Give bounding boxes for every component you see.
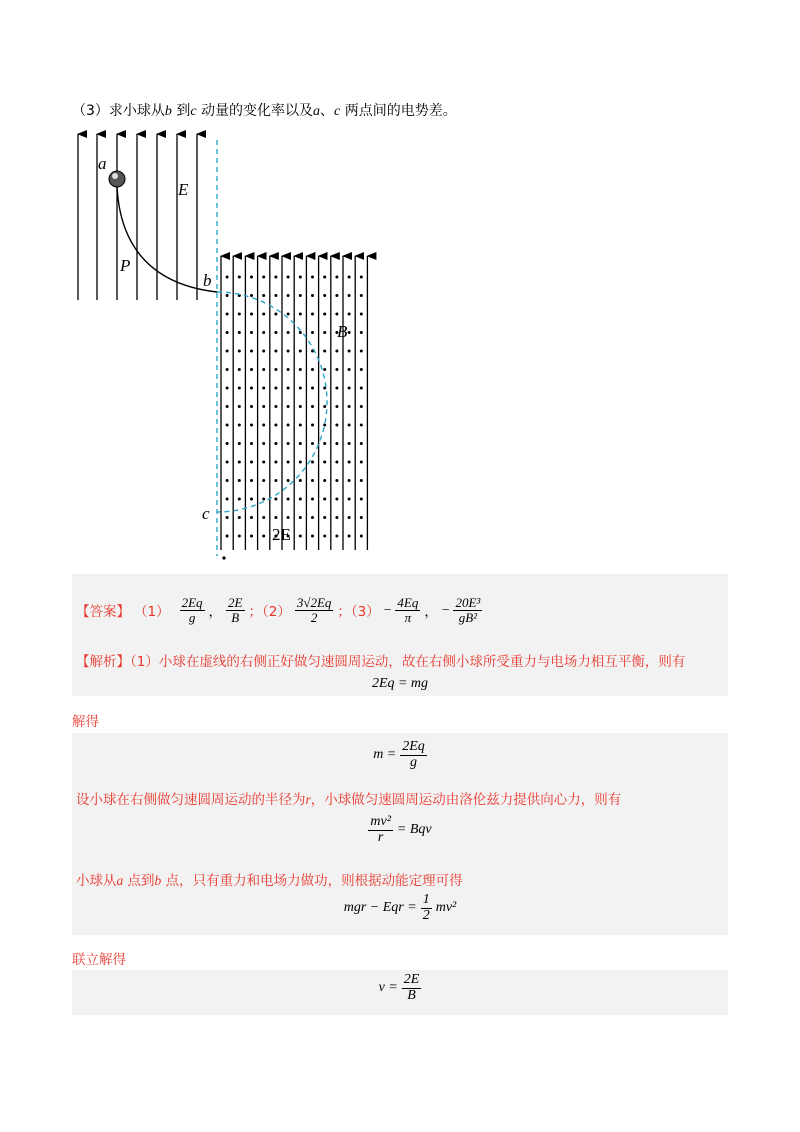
field-dot <box>250 294 253 297</box>
field-dot <box>238 368 241 371</box>
field-dot <box>262 516 265 519</box>
field-dot <box>335 516 338 519</box>
field-dot <box>287 424 290 427</box>
field-dot <box>323 331 326 334</box>
field-dot <box>360 442 363 445</box>
field-dot <box>250 424 253 427</box>
field-dot <box>226 350 229 353</box>
ball-highlight <box>112 173 118 179</box>
field-dot <box>311 387 314 390</box>
field-dot <box>299 442 302 445</box>
field-dot <box>311 424 314 427</box>
field-dot <box>238 516 241 519</box>
field-dot <box>335 313 338 316</box>
field-dot <box>323 442 326 445</box>
label-B: B <box>337 322 348 341</box>
field-dot <box>360 516 363 519</box>
field-dot <box>226 424 229 427</box>
field-dot <box>238 276 241 279</box>
field-dot <box>287 294 290 297</box>
field-dot <box>226 276 229 279</box>
field-dot <box>360 461 363 464</box>
answer-fraction-2: $\frac{2E}{B}$ <box>228 595 243 625</box>
field-dot <box>360 313 363 316</box>
field-dot <box>262 535 265 538</box>
label-P: P <box>120 256 131 275</box>
field-dot <box>238 405 241 408</box>
field-dot <box>238 313 241 316</box>
bottom-dot <box>222 556 225 559</box>
lianli-label: 联立解得 <box>72 952 126 968</box>
field-dot <box>299 350 302 353</box>
field-dot <box>348 387 351 390</box>
field-dot <box>299 313 302 316</box>
field-dot <box>348 405 351 408</box>
label-a: a <box>98 154 107 173</box>
field-dot <box>299 368 302 371</box>
field-dot <box>323 498 326 501</box>
field-dot <box>287 498 290 501</box>
field-dot <box>335 498 338 501</box>
field-dot <box>311 331 314 334</box>
field-dot <box>287 276 290 279</box>
field-dot <box>238 479 241 482</box>
equation-2: m = $\frac{2Eq}{g}$ <box>373 739 425 770</box>
question-text: （3）求小球从b 到c 动量的变化率以及a、c 两点间的电势差。 <box>72 103 457 119</box>
field-dot <box>348 498 351 501</box>
field-dot <box>299 405 302 408</box>
field-dot <box>226 313 229 316</box>
field-dot <box>299 331 302 334</box>
field-dot <box>299 387 302 390</box>
field-dot <box>226 405 229 408</box>
trajectory-curve <box>117 186 217 292</box>
analysis-line-2: 设小球在右侧做匀速圆周运动的半径为r，小球做匀速圆周运动由洛伦兹力提供向心力，则有 <box>76 792 622 808</box>
field-dot <box>323 461 326 464</box>
field-dot <box>335 294 338 297</box>
field-dot <box>360 424 363 427</box>
field-dot <box>262 331 265 334</box>
answer-fraction-5: $\frac{\text{20E³}}{\text{gB²}}$ <box>455 595 481 625</box>
field-dot <box>335 479 338 482</box>
field-dot <box>299 479 302 482</box>
field-dot <box>250 535 253 538</box>
field-dot <box>262 498 265 501</box>
field-dot <box>299 535 302 538</box>
field-dot <box>274 442 277 445</box>
field-dot <box>238 424 241 427</box>
field-dot <box>323 294 326 297</box>
field-dot <box>348 516 351 519</box>
field-dot <box>360 350 363 353</box>
field-dot <box>274 387 277 390</box>
label-b: b <box>203 271 212 290</box>
field-dot <box>311 368 314 371</box>
field-dot <box>262 276 265 279</box>
field-dot <box>335 368 338 371</box>
field-dot <box>335 442 338 445</box>
field-dot <box>311 516 314 519</box>
field-dot <box>311 479 314 482</box>
field-dot <box>262 424 265 427</box>
label-c: c <box>202 504 210 523</box>
field-dot <box>360 387 363 390</box>
field-dot <box>360 535 363 538</box>
field-dot <box>360 276 363 279</box>
field-dot <box>287 479 290 482</box>
field-dot <box>274 516 277 519</box>
field-dot <box>348 313 351 316</box>
field-dot <box>299 461 302 464</box>
field-dot <box>287 405 290 408</box>
field-dot <box>226 479 229 482</box>
field-dot <box>348 331 351 334</box>
field-dot <box>250 461 253 464</box>
field-dot <box>262 479 265 482</box>
field-dot <box>348 442 351 445</box>
field-dot <box>250 405 253 408</box>
field-dot <box>262 350 265 353</box>
field-dot <box>262 294 265 297</box>
field-dot <box>226 442 229 445</box>
label-2E: 2E <box>272 525 291 544</box>
ball <box>109 171 125 187</box>
field-dot <box>323 479 326 482</box>
field-dot <box>274 498 277 501</box>
analysis-line-3: 小球从a 点到b 点，只有重力和电场力做功，则根据动能定理可得 <box>76 873 463 889</box>
answer-fraction-1: $\frac{2Eq}{g}$ <box>181 595 203 625</box>
field-dot <box>311 442 314 445</box>
field-dot <box>250 350 253 353</box>
field-dot <box>238 442 241 445</box>
field-dot <box>323 276 326 279</box>
field-dot <box>323 424 326 427</box>
analysis-line-1: 【解析】（1）小球在虚线的右侧正好做匀速圆周运动，故在右侧小球所受重力与电场力相互平衡，则有 <box>76 654 686 670</box>
field-dot <box>335 405 338 408</box>
field-dot <box>348 424 351 427</box>
field-dot <box>335 276 338 279</box>
field-dot <box>299 424 302 427</box>
field-dot <box>250 442 253 445</box>
field-dot <box>226 368 229 371</box>
field-dot <box>360 405 363 408</box>
field-dot <box>274 368 277 371</box>
field-dot <box>250 498 253 501</box>
field-dot <box>238 535 241 538</box>
field-dot <box>287 516 290 519</box>
field-dot <box>250 516 253 519</box>
field-dot <box>335 387 338 390</box>
field-dot <box>348 479 351 482</box>
field-dot <box>262 368 265 371</box>
field-dot <box>287 461 290 464</box>
field-dot <box>274 405 277 408</box>
equation-5: v = $\frac{2E}{B}$ <box>378 972 420 1003</box>
field-dot <box>274 313 277 316</box>
field-dot <box>238 498 241 501</box>
field-dot <box>299 498 302 501</box>
field-dot <box>250 331 253 334</box>
field-dot <box>274 294 277 297</box>
field-dot <box>226 387 229 390</box>
jiede-label: 解得 <box>72 714 99 730</box>
field-dot <box>360 368 363 371</box>
field-dot <box>287 368 290 371</box>
field-dot <box>274 479 277 482</box>
field-dot <box>262 461 265 464</box>
field-dot <box>250 368 253 371</box>
field-dot <box>323 368 326 371</box>
field-dot <box>226 516 229 519</box>
field-dot <box>323 313 326 316</box>
field-dot <box>274 461 277 464</box>
equation-3: $\frac{\text{mv²}}{r}$ = Bqv <box>370 814 432 845</box>
field-dot <box>348 276 351 279</box>
field-dot <box>238 387 241 390</box>
field-dot <box>226 498 229 501</box>
field-dot <box>238 350 241 353</box>
field-dot <box>226 331 229 334</box>
field-dot <box>299 276 302 279</box>
field-dot <box>335 350 338 353</box>
field-dot <box>262 405 265 408</box>
field-dot <box>262 387 265 390</box>
left-field-lines <box>78 134 197 300</box>
right-field-lines <box>221 256 367 550</box>
field-dot <box>360 331 363 334</box>
field-dot <box>274 331 277 334</box>
field-dot <box>274 424 277 427</box>
field-dot <box>250 387 253 390</box>
field-dot <box>360 294 363 297</box>
field-dot <box>238 461 241 464</box>
field-dot <box>262 442 265 445</box>
field-dot <box>226 535 229 538</box>
field-dot <box>311 294 314 297</box>
field-dot <box>348 368 351 371</box>
field-dot <box>250 276 253 279</box>
field-dot <box>262 313 265 316</box>
field-dot <box>287 313 290 316</box>
field-dot <box>323 350 326 353</box>
field-dot <box>311 276 314 279</box>
field-dot <box>335 424 338 427</box>
field-dot <box>274 350 277 353</box>
answer-fraction-3: $\frac{3√2Eq}{2}$ <box>296 595 332 625</box>
field-dot <box>287 350 290 353</box>
field-dot <box>299 516 302 519</box>
field-dot <box>226 294 229 297</box>
answer-line: 【答案】 （1） $\frac{2Eq}{g}$ ， $\frac{2E}{B}$ ；（2） $\frac{3√2Eq}{2}$ ；（3） − $\frac{4Eq}{\pi}$ ， − $\frac{\text{20E³}}{\text{gB²}}$ <box>76 595 481 625</box>
field-dot <box>311 405 314 408</box>
field-dot <box>226 461 229 464</box>
field-dot <box>348 350 351 353</box>
field-dot <box>274 276 277 279</box>
field-dot <box>360 498 363 501</box>
field-dot <box>250 313 253 316</box>
field-dot <box>287 387 290 390</box>
field-dot <box>287 331 290 334</box>
field-dot <box>311 461 314 464</box>
equation-4: mgr − Eqr = $\frac{1}{2}$ mv² <box>343 892 457 923</box>
physics-figure <box>60 125 400 570</box>
field-dot <box>311 535 314 538</box>
field-dot <box>238 331 241 334</box>
field-dot <box>348 461 351 464</box>
field-dot <box>323 535 326 538</box>
field-dot <box>323 516 326 519</box>
answer-fraction-4: $\frac{4Eq}{\pi}$ <box>397 595 419 625</box>
field-dot <box>335 535 338 538</box>
field-dot <box>348 294 351 297</box>
field-dot <box>311 498 314 501</box>
field-dot <box>250 479 253 482</box>
field-dot <box>287 442 290 445</box>
field-dot <box>311 313 314 316</box>
field-dot <box>323 405 326 408</box>
field-dot <box>299 294 302 297</box>
field-dot <box>335 461 338 464</box>
field-dot <box>348 535 351 538</box>
equation-1: 2Eq = mg <box>371 676 429 691</box>
label-E: E <box>178 180 189 199</box>
field-dot <box>360 479 363 482</box>
